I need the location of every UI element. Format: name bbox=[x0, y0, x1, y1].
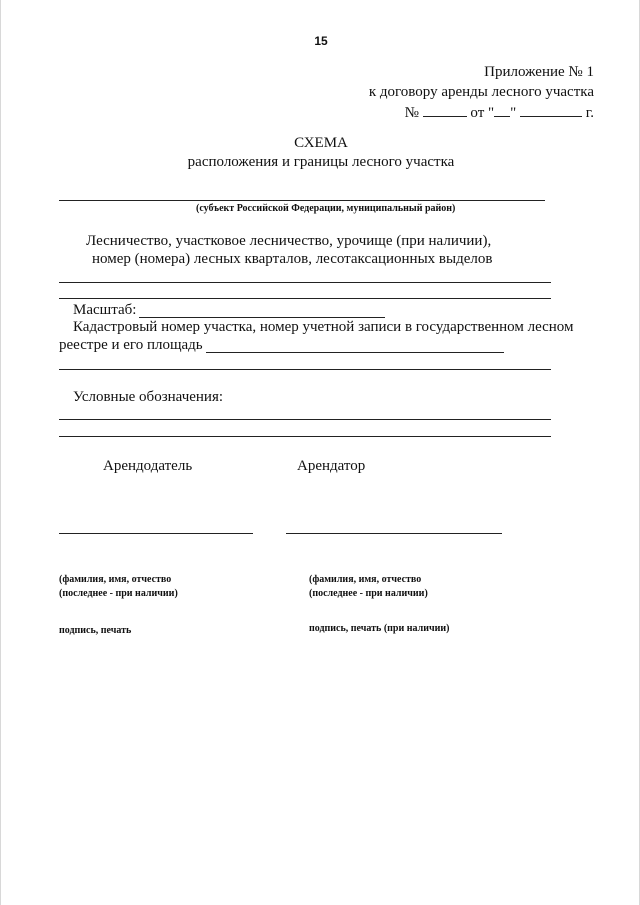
annex-title: Приложение № 1 bbox=[484, 64, 594, 80]
lessee-name-caption-1: (фамилия, имя, отчество bbox=[309, 574, 422, 585]
scheme-heading: СХЕМА bbox=[294, 135, 348, 151]
number-label: № bbox=[404, 105, 419, 121]
lessee-name-caption-2: (последнее - при наличии) bbox=[309, 588, 428, 599]
number-blank bbox=[423, 103, 467, 117]
cadastral-blank bbox=[206, 352, 504, 353]
lessor-label: Арендодатель bbox=[103, 458, 193, 474]
cadastral-line-2 bbox=[59, 369, 551, 370]
quote-mark: " bbox=[510, 105, 517, 121]
forestry-line-2 bbox=[59, 298, 551, 299]
scale-blank bbox=[139, 317, 385, 318]
legend-line-2 bbox=[59, 436, 551, 437]
forestry-line-1 bbox=[59, 282, 551, 283]
lessee-signature-caption: подпись, печать (при наличии) bbox=[309, 623, 450, 634]
lessor-name-line bbox=[59, 533, 253, 534]
lessee-name-line bbox=[286, 533, 502, 534]
annex-contract-ref: к договору аренды лесного участка bbox=[368, 84, 594, 100]
forestry-label-line2: номер (номера) лесных кварталов, лесотаксационных выделов bbox=[92, 251, 493, 267]
year-suffix: г. bbox=[585, 105, 594, 121]
date-label: от " bbox=[470, 105, 495, 121]
day-blank bbox=[494, 103, 510, 117]
forestry-label-line1: Лесничество, участковое лесничество, урочище (при наличии), bbox=[86, 233, 492, 249]
lessor-name-caption-2: (последнее - при наличии) bbox=[59, 588, 178, 599]
cadastral-label-line2: реестре и его площадь bbox=[59, 337, 203, 353]
lessee-label: Арендатор bbox=[297, 458, 366, 474]
lessor-signature-caption: подпись, печать bbox=[59, 625, 132, 636]
cadastral-label-line1: Кадастровый номер участка, номер учетной записи в государственном лесном bbox=[73, 319, 574, 335]
month-blank bbox=[520, 103, 582, 117]
scale-label: Масштаб: bbox=[73, 302, 137, 318]
legend-label: Условные обозначения: bbox=[73, 389, 224, 405]
annex-contract-number-line bbox=[405, 103, 594, 122]
subject-line bbox=[59, 200, 545, 201]
page-number: 15 bbox=[314, 34, 328, 48]
scheme-subheading: расположения и границы лесного участка bbox=[187, 154, 455, 170]
legend-line-1 bbox=[59, 419, 551, 420]
lessor-name-caption-1: (фамилия, имя, отчество bbox=[59, 574, 172, 585]
subject-caption: (субъект Российской Федерации, муниципальный район) bbox=[196, 203, 456, 214]
